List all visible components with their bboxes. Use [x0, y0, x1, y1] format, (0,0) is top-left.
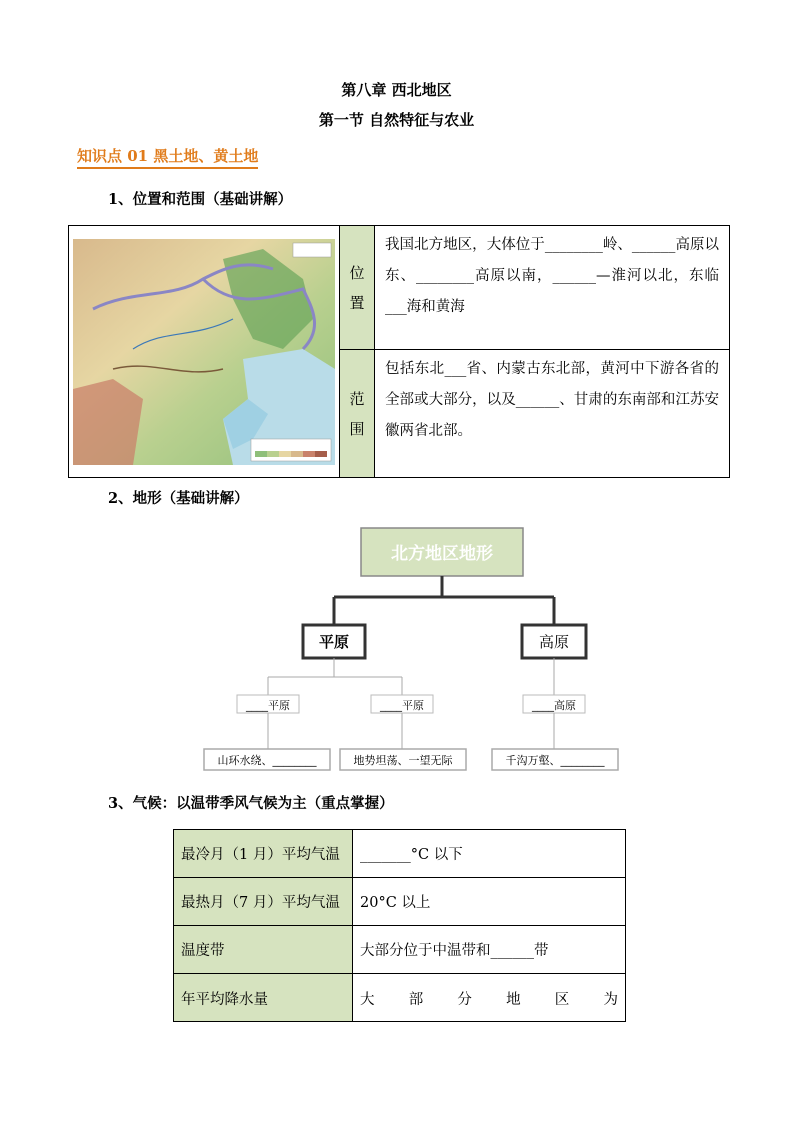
map-inset [293, 243, 331, 257]
scope-text: 包括东北___省、内蒙古东北部，黄河中下游各省的全部或大部分，以及______、甘肃的东南部和江苏安徽两省北部。 [375, 350, 730, 478]
north-china-map [73, 239, 335, 465]
position-label: 位 置 [340, 226, 375, 350]
climate-label: 最冷月（1 月）平均气温 [174, 830, 353, 878]
location-table [68, 225, 730, 478]
table-row [174, 830, 626, 878]
map-legend [251, 439, 331, 461]
table-row [174, 974, 626, 1022]
section2-heading: 2、地形（基础讲解） [108, 490, 249, 507]
plain-b-label: ____平原 [380, 699, 424, 712]
terrain-diagram [200, 525, 630, 775]
map-cell [69, 226, 340, 478]
plateau-a-label: ____高原 [532, 699, 576, 712]
plateau-node-label: 高原 [538, 633, 570, 651]
table-row [174, 878, 626, 926]
chapter-title: 第八章 西北地区 [341, 81, 452, 99]
section1-heading: 1、位置和范围（基础讲解） [108, 191, 293, 208]
position-text: 我国北方地区，大体位于________岭、______高原以东、________高原以南，______—淮河以北，东临___海和黄海 [375, 226, 730, 350]
climate-value: 大部分位于中温带和______带 [353, 926, 626, 974]
plain-a-desc: 山环水绕、________ [217, 754, 317, 767]
root-node-label: 北方地区地形 [391, 544, 493, 564]
knowledge-point-heading: 知识点 01 黑土地、黄土地 [77, 145, 258, 169]
climate-value: 大 部 分 地 区 为 [353, 974, 626, 1022]
climate-label: 最热月（7 月）平均气温 [174, 878, 353, 926]
climate-value: 20°C 以上 [353, 878, 626, 926]
plain-b-desc: 地势坦荡、一望无际 [353, 754, 453, 767]
scope-label: 范 围 [340, 350, 375, 478]
climate-value: _______°C 以下 [353, 830, 626, 878]
plain-a-label: ____平原 [246, 699, 290, 712]
climate-label: 温度带 [174, 926, 353, 974]
section3-heading: 3、气候：以温带季风气候为主（重点掌握） [108, 795, 394, 812]
plateau-a-desc: 千沟万壑、________ [505, 754, 605, 767]
table-row [174, 926, 626, 974]
climate-table [173, 829, 626, 1022]
climate-label: 年平均降水量 [174, 974, 353, 1022]
section-title: 第一节 自然特征与农业 [318, 111, 475, 129]
plain-node-label: 平原 [318, 633, 350, 651]
